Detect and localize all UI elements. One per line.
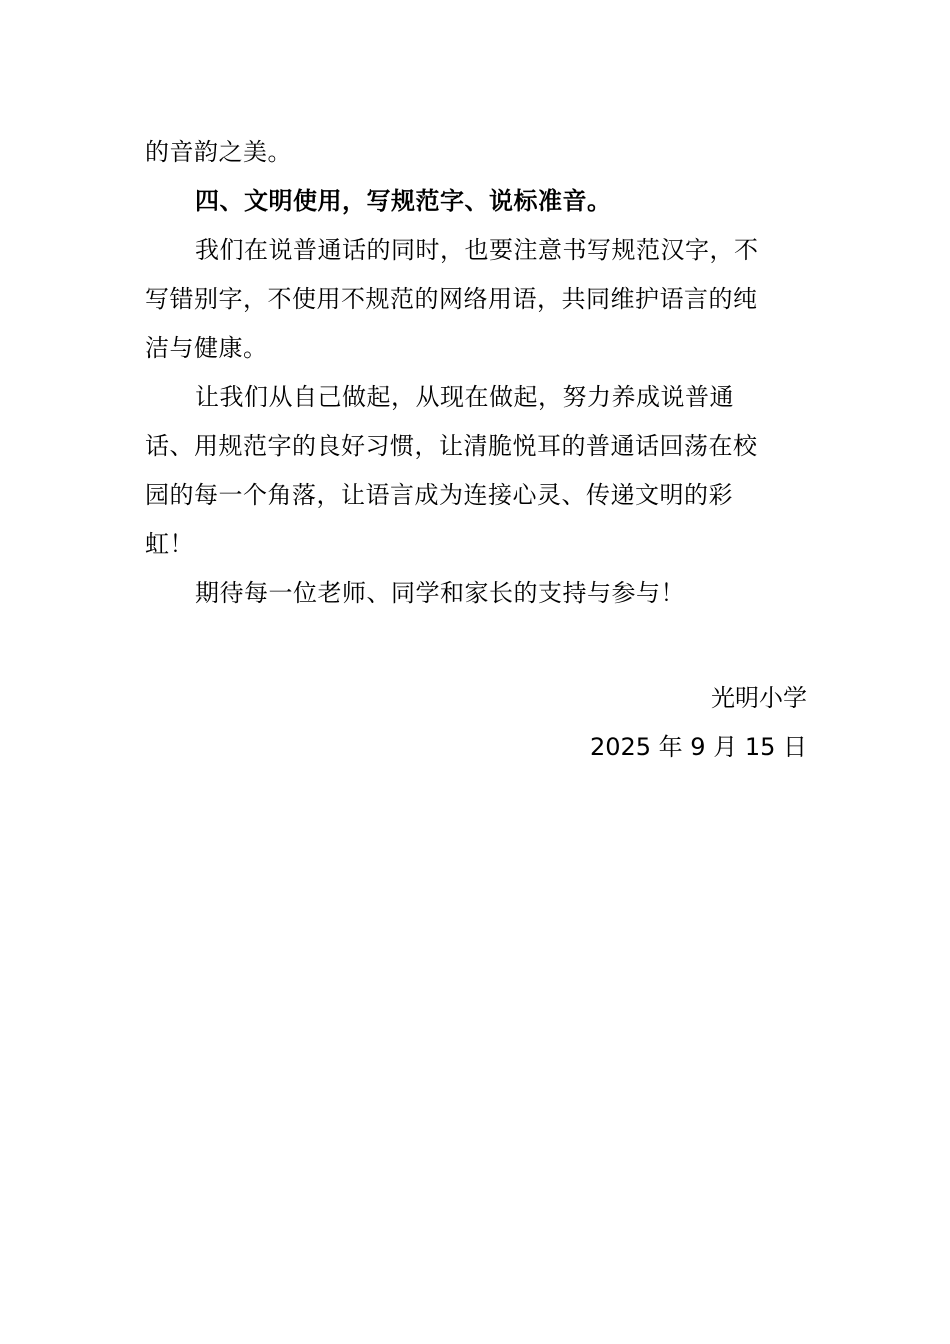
paragraph-standard-writing (145, 226, 807, 373)
continuation-line: 的音韵之美。 (145, 138, 292, 166)
paragraph-line: 写错别字，不使用不规范的网络用语，共同维护语言的纯 (145, 285, 758, 313)
document-body (145, 128, 807, 618)
section-heading: 四、文明使用，写规范字、说标准音。 (195, 187, 612, 215)
paragraph-line: 虹！ (145, 530, 194, 558)
paragraph-line: 话、用规范字的良好习惯，让清脆悦耳的普通话回荡在校 (145, 432, 758, 460)
paragraph-line: 园的每一个角落，让语言成为连接心灵、传递文明的彩 (145, 481, 733, 509)
signature-organization: 光明小学 (711, 684, 807, 712)
paragraph-line: 我们在说普通话的同时，也要注意书写规范汉字，不 (195, 236, 759, 264)
paragraph-closing (145, 569, 807, 618)
paragraph-call-to-action (145, 373, 807, 569)
paragraph-line: 期待每一位老师、同学和家长的支持与参与！ (195, 579, 685, 607)
paragraph-line: 洁与健康。 (145, 334, 268, 362)
paragraph-line: 让我们从自己做起，从现在做起，努力养成说普通 (195, 383, 734, 411)
signature-date: 2025 年 9 月 15 日 (589, 733, 807, 761)
